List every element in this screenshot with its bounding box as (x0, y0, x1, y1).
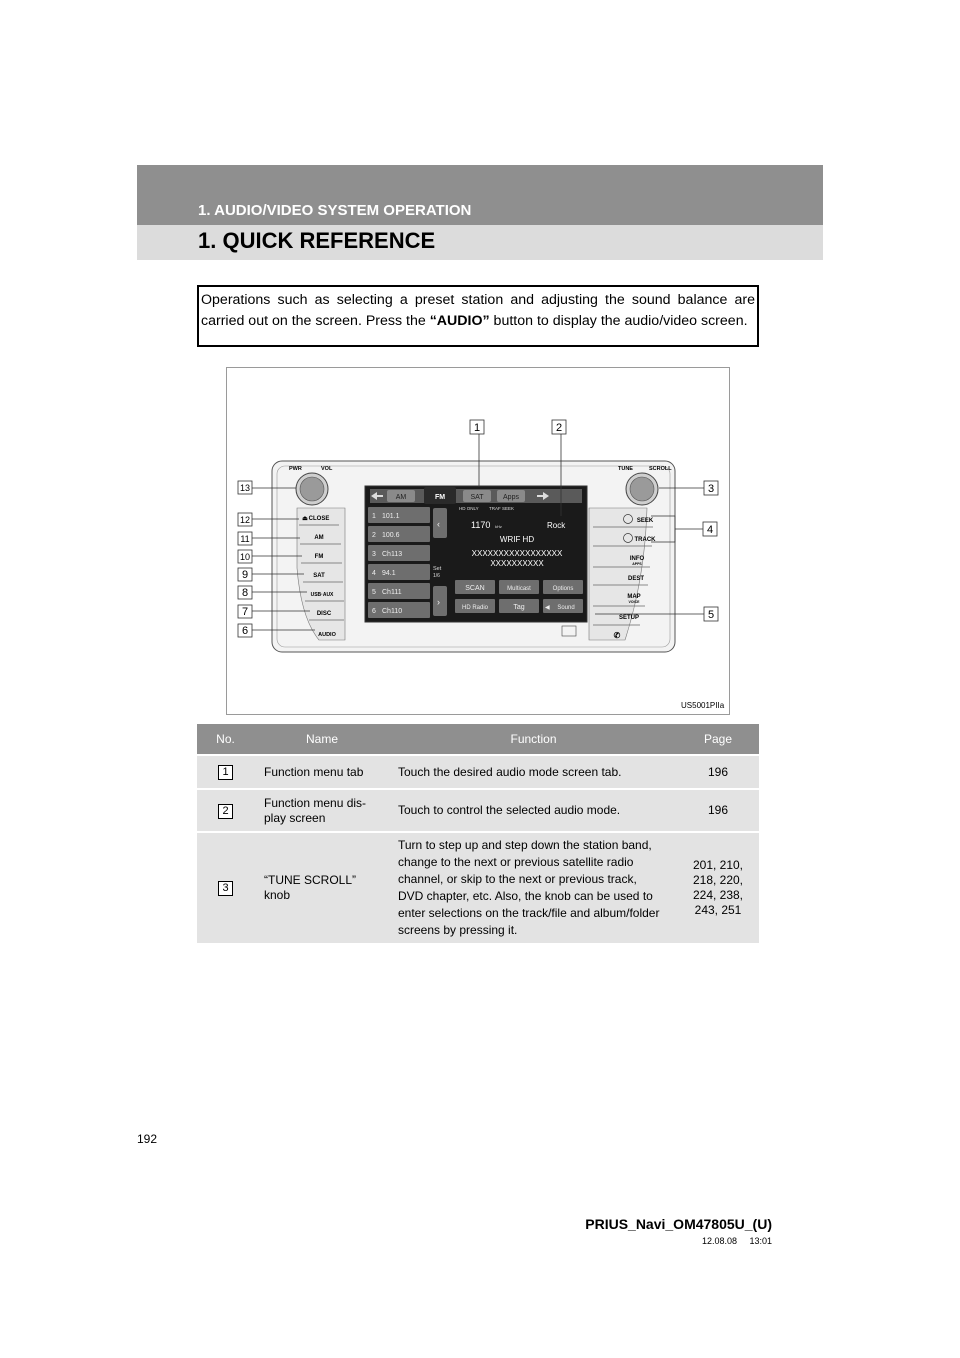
callout-8: 8 (241, 587, 249, 599)
document-id: PRIUS_Navi_OM47805U_(U) (585, 1216, 772, 1232)
preset-3-value: Ch113 (382, 551, 403, 558)
table-row (197, 789, 759, 832)
am-button[interactable]: AM (314, 535, 324, 541)
intro-text-before: Operations such as selecting a preset station and adjusting the sound balance are carried out on the screen. Press the (201, 292, 755, 329)
preset-4[interactable] (368, 564, 430, 580)
pwr-label: PWR (289, 466, 302, 472)
intro-audio-keyword: “AUDIO” (429, 313, 490, 329)
callout-2: 2 (555, 422, 563, 434)
function-line: DVD chapter, etc. Also, the knob can be used to (398, 889, 653, 903)
callout-3: 3 (707, 483, 715, 495)
page-number: 192 (137, 1132, 158, 1146)
station-name: WRIF HD (499, 535, 535, 544)
table-row (197, 755, 759, 789)
callout-5: 5 (707, 609, 715, 621)
dest-button[interactable]: DEST (627, 576, 645, 582)
frequency-unit: kHz (495, 524, 502, 529)
tab-am-label: AM (395, 494, 407, 501)
row-name-line-2: knob (264, 888, 291, 902)
set-page: 1/6 (433, 573, 440, 579)
preset-5-number: 5 (372, 589, 376, 596)
frequency: 1170 (471, 520, 491, 530)
row-name-line-2: play screen (264, 810, 326, 825)
traf-seek-status: TRAF SEEK (489, 506, 515, 511)
row-name (254, 832, 390, 943)
figure-code: US5001PIIa (681, 701, 725, 710)
info-line-2: XXXXXXXXXX (490, 559, 544, 568)
setup-button[interactable]: SETUP (618, 615, 640, 621)
col-function: Function (390, 724, 677, 755)
preset-1-number: 1 (372, 513, 376, 520)
seek-button[interactable]: SEEK (636, 518, 654, 524)
apps-sublabel: APPS (632, 562, 642, 566)
col-page: Page (677, 724, 759, 755)
function-line: screens by pressing it. (398, 923, 518, 937)
preset-6-value: Ch110 (382, 608, 403, 615)
track-button[interactable]: TRACK (634, 537, 656, 543)
row-function: Touch to control the selected audio mode. (390, 789, 677, 832)
page-ref: 224, 238, (692, 888, 744, 902)
function-line: channel, or skip to the next or previous track, (398, 872, 637, 886)
info-button[interactable]: INFO (629, 556, 645, 562)
usb-aux-button[interactable]: USB·AUX (310, 592, 334, 598)
document-date: 12.08.08 13:01 (701, 1236, 772, 1246)
preset-2-value: 100.6 (382, 532, 400, 539)
hd-only-status: HD ONLY (459, 506, 479, 511)
scroll-down-icon: › (437, 597, 440, 607)
preset-5-value: Ch111 (382, 589, 402, 596)
row-name (254, 789, 390, 832)
row-number-box: 3 (218, 881, 233, 896)
row-page: 196 (677, 789, 759, 832)
preset-6-number: 6 (372, 608, 376, 615)
callout-6: 6 (241, 625, 249, 637)
voice-sublabel: VOICE (628, 600, 640, 604)
reference-table (197, 724, 759, 943)
callout-10: 10 (239, 552, 251, 562)
preset-4-number: 4 (372, 570, 376, 577)
page-ref: 201, 210, (692, 858, 744, 872)
tab-fm-label: FM (434, 494, 446, 501)
multicast-label: Multicast (507, 586, 531, 592)
touch-screen[interactable] (365, 486, 587, 622)
col-name: Name (254, 724, 390, 755)
preset-1-value: 101.1 (382, 513, 400, 520)
fm-button[interactable]: FM (314, 554, 324, 560)
audio-button[interactable]: AUDIO (318, 632, 336, 638)
row-name: Function menu tab (254, 755, 390, 789)
function-line: change to the next or previous satellite radio (398, 855, 634, 869)
pwr-vol-knob[interactable] (296, 473, 328, 505)
table-header-row (197, 724, 759, 755)
genre: Rock (547, 521, 566, 530)
callout-4: 4 (706, 524, 714, 536)
table-row (197, 832, 759, 943)
scan-label: SCAN (465, 585, 485, 592)
callout-9: 9 (241, 569, 249, 581)
scroll-down-button[interactable] (433, 586, 447, 616)
page-ref: 243, 251 (694, 903, 742, 917)
preset-3-number: 3 (372, 551, 376, 558)
callout-11: 11 (240, 534, 250, 544)
callout-7: 7 (241, 606, 249, 618)
row-name-line-1: “TUNE SCROLL” (264, 873, 357, 887)
phone-icon[interactable]: ✆ (613, 631, 621, 640)
options-label: Options (552, 586, 574, 592)
set-label: Set (433, 566, 442, 572)
callout-1: 1 (473, 422, 481, 434)
row-number-box: 2 (218, 804, 233, 819)
function-line: enter selections on the track/file and album/folder (398, 906, 660, 920)
page-title: 1. QUICK REFERENCE (198, 228, 436, 253)
intro-text-after: button to display the audio/video screen. (489, 313, 748, 329)
callout-13: 13 (239, 483, 251, 493)
map-button[interactable]: MAP (627, 594, 641, 600)
vol-label: VOL (321, 466, 333, 472)
row-name-line-1: Function menu dis- (264, 795, 367, 810)
row-function: Touch the desired audio mode screen tab. (390, 755, 677, 789)
speaker-icon: ◀ (545, 605, 550, 611)
callout-12: 12 (239, 515, 251, 525)
row-page (677, 832, 759, 943)
sat-button[interactable]: SAT (313, 573, 325, 579)
section-label: 1. AUDIO/VIDEO SYSTEM OPERATION (198, 202, 472, 219)
row-function (390, 832, 677, 943)
scroll-up-button[interactable] (433, 508, 447, 538)
eject-icon: ⏏ (302, 516, 308, 522)
tune-scroll-knob[interactable] (626, 473, 658, 505)
disc-button[interactable]: DISC (316, 611, 332, 617)
function-line: Turn to step up and step down the station band, (398, 838, 652, 852)
head-unit-illustration (227, 368, 729, 714)
scroll-up-icon: ‹ (437, 519, 440, 529)
preset-4-value: 94.1 (382, 570, 396, 577)
info-line-1: XXXXXXXXXXXXXXXXX (471, 549, 563, 558)
hd-radio-label: HD Radio (461, 605, 489, 611)
intro-box (197, 285, 759, 347)
row-number-box: 1 (218, 765, 233, 780)
tab-sat-label: SAT (470, 494, 484, 501)
scroll-label: SCROLL (649, 466, 672, 472)
row-page: 196 (677, 755, 759, 789)
tune-label: TUNE (618, 466, 633, 472)
audio-unit-figure (226, 367, 730, 715)
tag-label: Tag (513, 604, 525, 611)
page-ref: 218, 220, (692, 873, 744, 887)
close-button[interactable]: CLOSE (308, 516, 330, 522)
tab-apps-label: Apps (503, 494, 519, 501)
col-no: No. (197, 724, 254, 755)
preset-2-number: 2 (372, 532, 376, 539)
sound-label: Sound (557, 605, 575, 611)
